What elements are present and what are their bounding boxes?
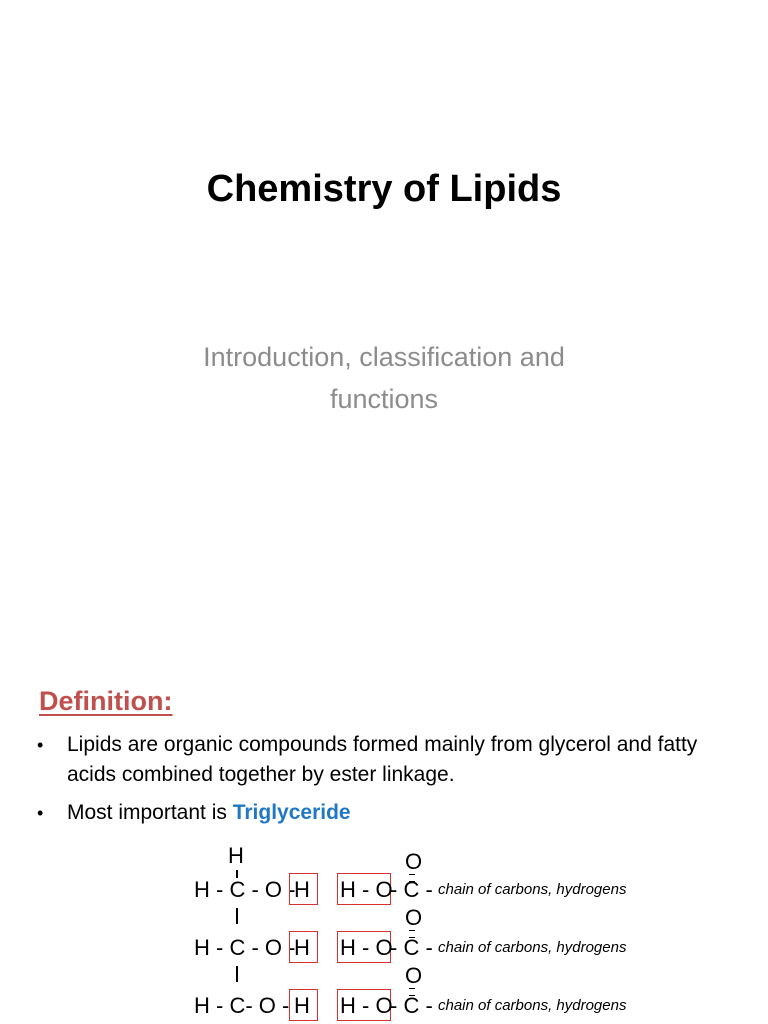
triglyceride-formula bbox=[190, 838, 630, 1024]
carbonyl-oxygen: O bbox=[405, 849, 423, 874]
glycerol-row-1: H - C - O - bbox=[194, 877, 296, 902]
bullet-item bbox=[30, 798, 745, 828]
boxed-h: H bbox=[294, 877, 310, 902]
carboxyl-carbon: - C - bbox=[390, 993, 433, 1018]
chain-label: chain of carbons, hydrogens bbox=[438, 881, 627, 898]
bullet-text: Lipids are organic compounds formed mainly from glycerol and fatty acids combined together by ester linkage. bbox=[67, 733, 698, 786]
subtitle-line-2: functions bbox=[329, 384, 439, 414]
bullet-dot: • bbox=[37, 735, 44, 755]
chain-label: chain of carbons, hydrogens bbox=[438, 939, 627, 956]
boxed-h: H bbox=[294, 935, 310, 960]
carboxyl-carbon: - C - bbox=[390, 935, 433, 960]
subtitle-line-1: Introduction, classification and bbox=[203, 342, 565, 372]
glycerol-row-2: H - C - O - bbox=[194, 935, 296, 960]
boxed-h: H bbox=[294, 993, 310, 1018]
boxed-ho: H - O bbox=[340, 935, 393, 960]
carbonyl-oxygen: O bbox=[405, 963, 423, 988]
formula-top-h: H bbox=[228, 843, 244, 868]
carboxyl-carbon: - C - bbox=[390, 877, 433, 902]
bond-line bbox=[236, 908, 238, 924]
bond-line bbox=[236, 966, 238, 982]
carbonyl-oxygen: O bbox=[405, 905, 423, 930]
page-subtitle bbox=[120, 336, 648, 420]
boxed-ho: H - O bbox=[340, 877, 393, 902]
page-title: Chemistry of Lipids bbox=[206, 168, 562, 210]
boxed-ho: H - O bbox=[340, 993, 393, 1018]
glycerol-row-3: H - C- O - bbox=[194, 993, 290, 1018]
chain-label: chain of carbons, hydrogens bbox=[438, 997, 627, 1014]
definition-heading: Definition: bbox=[39, 686, 173, 716]
bullet-dot: • bbox=[37, 803, 44, 823]
triglyceride-term: Triglyceride bbox=[232, 801, 351, 824]
definition-bullets bbox=[30, 730, 745, 836]
bullet-prefix: Most important is bbox=[67, 801, 233, 824]
bullet-item bbox=[30, 730, 745, 790]
